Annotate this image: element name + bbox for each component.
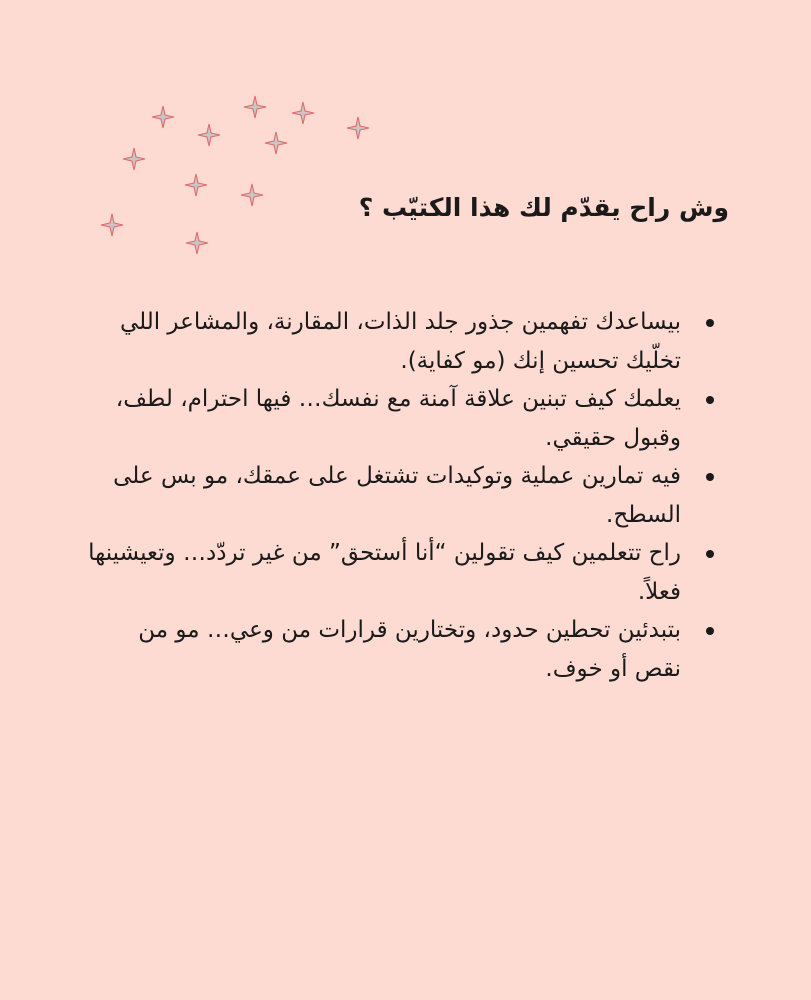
sparkles-decoration	[90, 88, 390, 263]
list-item	[86, 457, 681, 534]
list-item-text: يعلمك كيف تبنين علاقة آمنة مع نفسك… فيها احترام، لطف، وقبول حقيقي.	[115, 386, 681, 451]
sparkle-icon	[151, 105, 175, 129]
sparkle-icon	[185, 231, 209, 255]
list-item	[86, 380, 681, 457]
sparkle-icon	[346, 116, 370, 140]
list-item-text: فيه تمارين عملية وتوكيدات تشتغل على عمقك، مو بس على السطح.	[113, 463, 681, 528]
list-item	[86, 303, 681, 380]
sparkle-icon	[291, 101, 315, 125]
bullet-icon	[706, 627, 714, 635]
sparkle-icon	[122, 147, 146, 171]
bullet-icon	[706, 550, 714, 558]
bullet-icon	[706, 473, 714, 481]
page-title: وش راح يقدّم لك هذا الكتيّب ؟	[358, 193, 729, 222]
list-item-text: بتبدئين تحطين حدود، وتختارين قرارات من وعي… مو من نقص أو خوف.	[138, 617, 681, 682]
sparkle-icon	[184, 173, 208, 197]
list-item	[86, 534, 681, 611]
bullet-icon	[706, 396, 714, 404]
sparkle-icon	[264, 131, 288, 155]
sparkle-icon	[240, 183, 264, 207]
benefits-list	[86, 303, 681, 688]
sparkle-icon	[197, 123, 221, 147]
sparkle-icon	[243, 95, 267, 119]
list-item-text: راح تتعلمين كيف تقولين “أنا أستحق” من غير تردّد… وتعيشينها فعلاً.	[88, 540, 681, 605]
bullet-icon	[706, 319, 714, 327]
list-item	[86, 611, 681, 688]
list-item-text: بيساعدك تفهمين جذور جلد الذات، المقارنة، والمشاعر اللي تخلّيك تحسين إنك (مو كفاية).	[119, 309, 681, 374]
sparkle-icon	[100, 213, 124, 237]
